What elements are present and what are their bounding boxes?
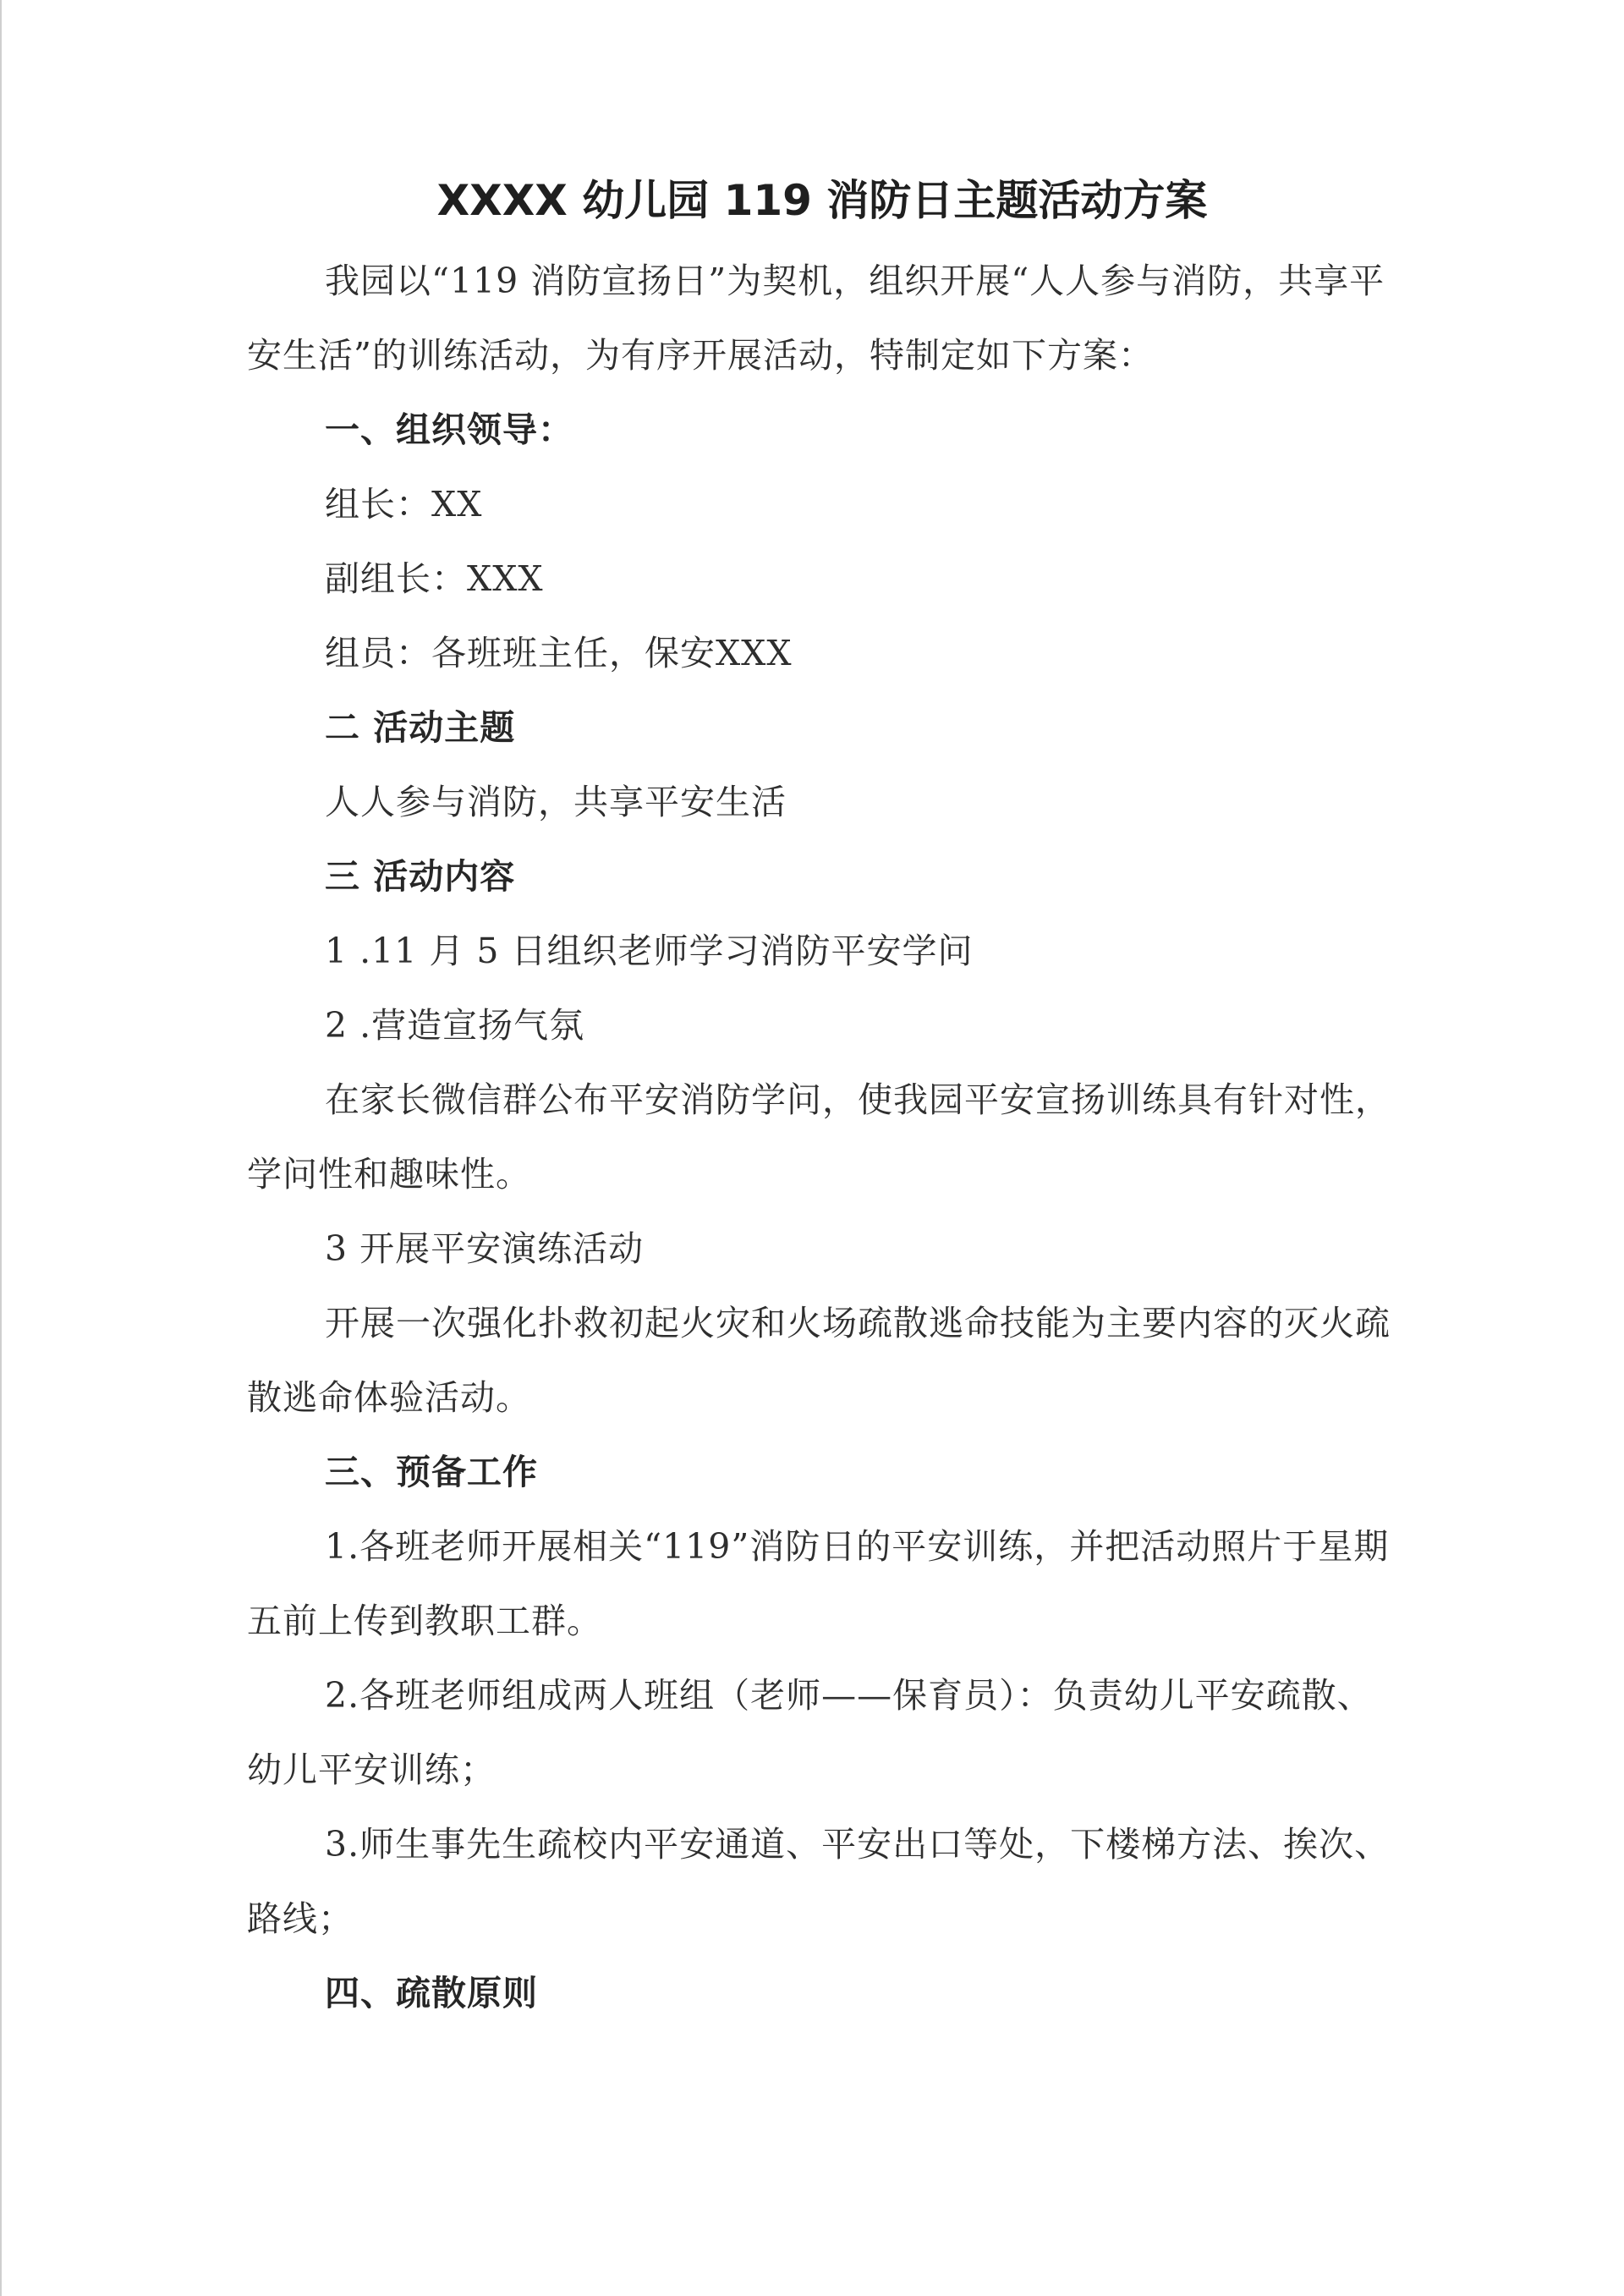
- theme-line: 人人参与消防，共享平安生活: [325, 782, 787, 822]
- members-line: 组员：各班班主任，保安XXX: [325, 633, 793, 673]
- content-item-3-detail: 开展一次强化扑救初起火灾和火场疏散逃命技能为主要内容的灭火疏散逃命体验活动。: [247, 1303, 1391, 1418]
- content-item-2: 2 .营造宣扬气氛: [325, 1005, 585, 1046]
- section-heading-content: 三 活动内容: [325, 856, 516, 897]
- document-title: XXXX 幼儿园 119 消防日主题活动方案: [436, 176, 1208, 225]
- deputy-leader-line: 副组长：XXX: [325, 558, 544, 599]
- section-heading-organization: 一、组织领导：: [325, 409, 573, 450]
- content-item-1: 1 .11 月 5 日组织老师学习消防平安学问: [325, 931, 974, 971]
- content-item-3: 3 开展平安演练活动: [325, 1228, 645, 1269]
- leader-line: 组长：XX: [325, 484, 483, 525]
- section-heading-preparation: 三、预备工作: [325, 1452, 538, 1492]
- content-item-2-detail: 在家长微信群公布平安消防学问，使我园平安宣扬训练具有针对性，学问性和趣味性。: [247, 1079, 1391, 1195]
- document-body: [247, 169, 1397, 2030]
- preparation-item-1: 1.各班老师开展相关“119”消防日的平安训练，并把活动照片于星期五前上传到教职工群。: [247, 1526, 1390, 1641]
- preparation-item-3: 3.师生事先生疏校内平安通道、平安出口等处，下楼梯方法、挨次、路线；: [247, 1824, 1391, 1939]
- section-heading-theme: 二 活动主题: [325, 707, 516, 748]
- intro-paragraph: 我园以“119 消防宣扬日”为契机，组织开展“人人参与消防，共享平安生活”的训练活动，为有序开展活动，特制定如下方案：: [247, 261, 1385, 376]
- preparation-item-2: 2.各班老师组成两人班组（老师——保育员）：负责幼儿平安疏散、幼儿平安训练；: [247, 1675, 1373, 1790]
- section-heading-evacuation: 四、疏散原则: [325, 1973, 538, 2013]
